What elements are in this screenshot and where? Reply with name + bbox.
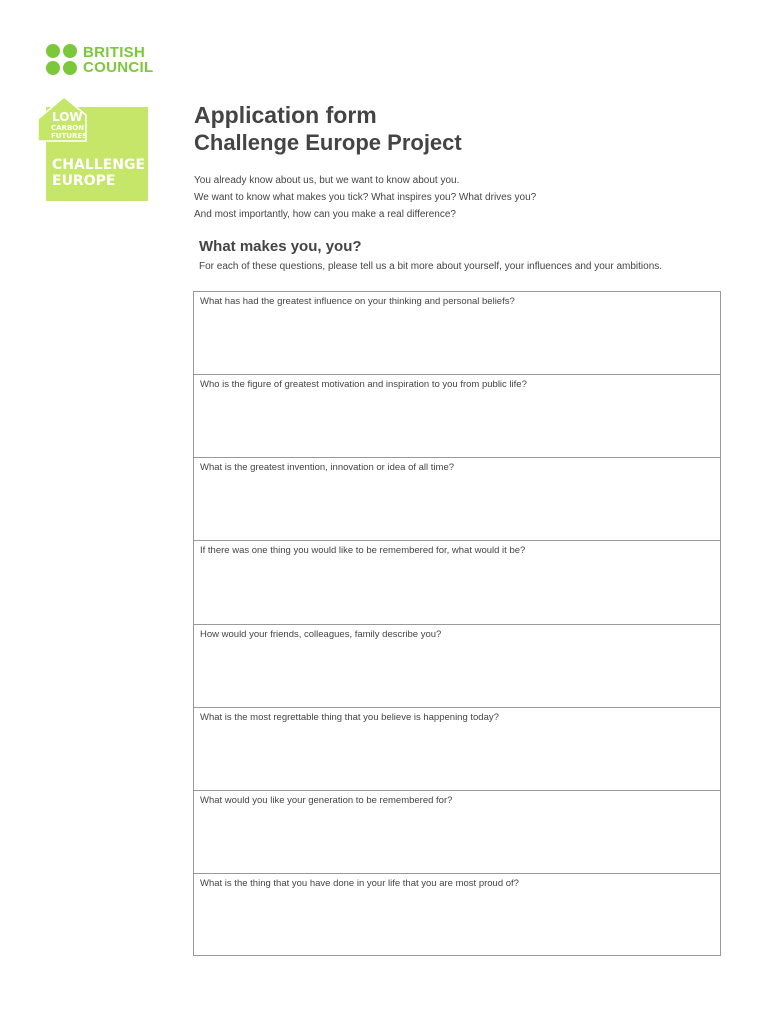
intro-text bbox=[194, 172, 536, 223]
question-label: How would your friends, colleagues, family describe you? bbox=[200, 628, 442, 640]
question-label: What would you like your generation to be remembered for? bbox=[200, 794, 453, 806]
question-cell bbox=[194, 458, 720, 541]
section-heading: What makes you, you? bbox=[199, 238, 362, 255]
british-council-dots-icon bbox=[46, 44, 77, 75]
question-label: What is the thing that you have done in your life that you are most proud of? bbox=[200, 877, 519, 889]
question-cell bbox=[194, 541, 720, 624]
question-cell bbox=[194, 874, 720, 957]
question-label: What is the greatest invention, innovation or idea of all time? bbox=[200, 462, 455, 474]
questions-table bbox=[193, 291, 721, 956]
logo-futures: FUTURES bbox=[51, 132, 88, 140]
british-council-logo bbox=[46, 44, 153, 75]
logo-carbon: CARBON bbox=[51, 124, 85, 132]
question-label: What has had the greatest influence on your thinking and personal beliefs? bbox=[200, 296, 515, 307]
question-cell bbox=[194, 375, 720, 458]
question-label: What is the most regrettable thing that you believe is happening today? bbox=[200, 711, 499, 723]
question-cell bbox=[194, 625, 720, 708]
logo-low: LOW bbox=[52, 110, 83, 124]
logo-challenge: CHALLENGE bbox=[52, 157, 146, 173]
logo-line-2: COUNCIL bbox=[83, 58, 154, 76]
intro-line-2: We want to know what makes you tick? What inspires you? What drives you? bbox=[194, 192, 537, 203]
question-label: If there was one thing you would like to be remembered for, what would it be? bbox=[200, 545, 526, 557]
question-cell bbox=[194, 708, 720, 791]
question-cell bbox=[194, 292, 720, 375]
logo-europe: EUROPE bbox=[52, 173, 116, 189]
intro-line-3: And most importantly, how can you make a real difference? bbox=[194, 209, 456, 220]
intro-line-1: You already know about us, but we want to know about you. bbox=[194, 175, 460, 186]
logo-line-1: BRITISH bbox=[83, 43, 146, 61]
page-subtitle: Challenge Europe Project bbox=[194, 130, 462, 155]
british-council-wordmark bbox=[83, 45, 153, 75]
question-label: Who is the figure of greatest motivation and inspiration to you from public life? bbox=[200, 379, 527, 391]
question-cell bbox=[194, 791, 720, 874]
section-description: For each of these questions, please tell us a bit more about yourself, your influences and your ambitions. bbox=[199, 261, 663, 272]
page-title: Application form bbox=[194, 102, 377, 128]
challenge-europe-logo bbox=[38, 97, 148, 201]
